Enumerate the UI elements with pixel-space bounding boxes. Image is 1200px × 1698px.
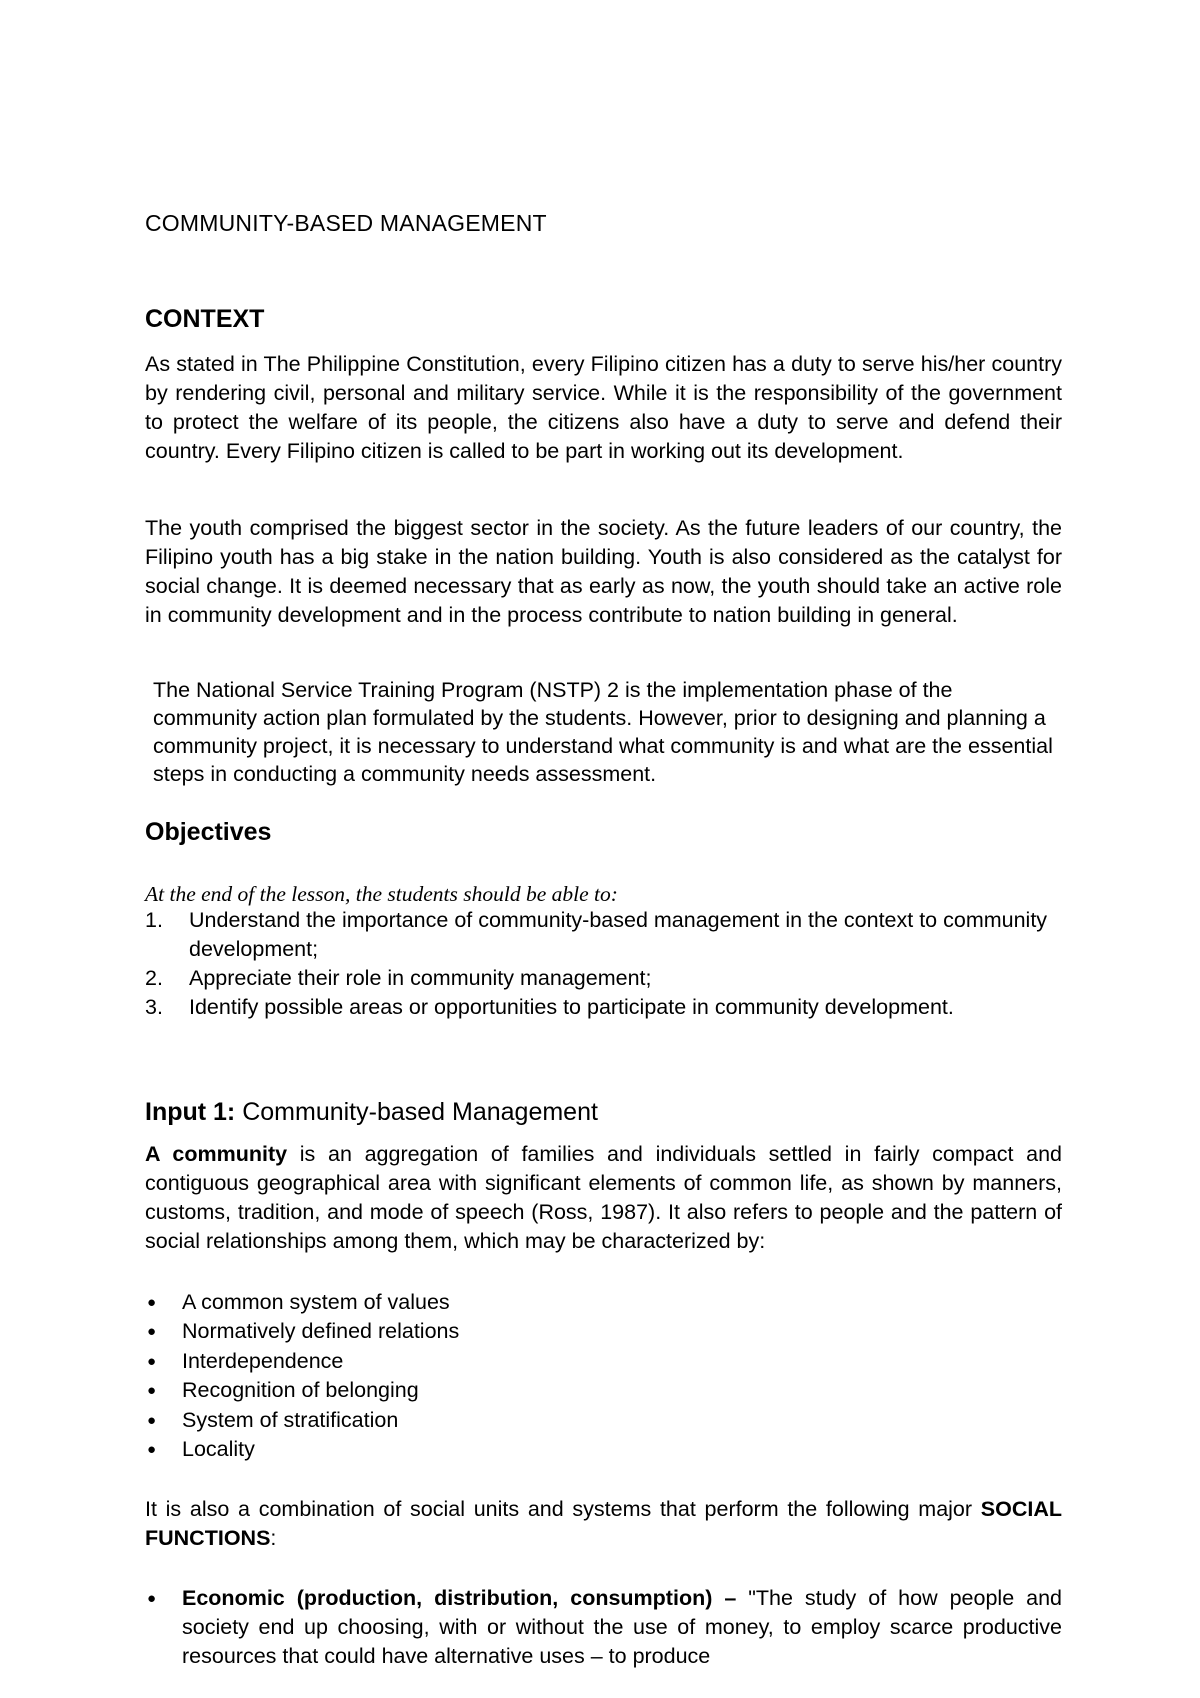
bullet-icon: ●: [147, 1294, 157, 1311]
list-item-text: A common system of values: [182, 1290, 450, 1314]
functions-colon: :: [270, 1526, 277, 1550]
bullet-icon: ●: [147, 1441, 157, 1459]
list-item-text: Interdependence: [182, 1348, 344, 1373]
functions-intro-text: It is also a combination of social units and systems that perform the following major: [145, 1497, 981, 1521]
community-term: A community: [145, 1142, 288, 1166]
list-item-text: Normatively defined relations: [182, 1319, 460, 1344]
bullet-icon: ●: [147, 1411, 157, 1429]
objective-text: Identify possible areas or opportunities to participate in community development.: [189, 995, 954, 1019]
bullet-icon: ●: [147, 1590, 157, 1607]
objectives-list: [145, 906, 1062, 1022]
objectives-intro: At the end of the lesson, the students should be able to:: [145, 882, 618, 906]
input-heading: [145, 1098, 598, 1127]
list-item-text: Locality: [182, 1437, 255, 1462]
objective-item: [145, 906, 1062, 964]
characteristics-list: [145, 1288, 459, 1464]
input-heading-label: Input 1:: [145, 1098, 236, 1126]
functions-term: SOCIAL FUNCTIONS: [145, 1497, 1062, 1550]
objective-item: [145, 993, 1062, 1022]
function-text: "The study of how people and society end up choosing, with or without the use of money, to employ scarce productive resources that could have alternative uses – to produce: [182, 1586, 1062, 1668]
list-item: [145, 1288, 459, 1317]
list-item: [145, 1406, 459, 1435]
list-item: [145, 1376, 459, 1405]
objective-item: [145, 964, 1062, 993]
list-item: [145, 1317, 459, 1346]
objective-text: Appreciate their role in community management;: [189, 966, 652, 990]
list-item-text: Recognition of belonging: [182, 1378, 419, 1403]
functions-list: [145, 1584, 1062, 1671]
list-item-text: System of stratification: [182, 1407, 399, 1432]
functions-intro: [145, 1495, 1062, 1553]
bullet-icon: ●: [147, 1382, 157, 1400]
list-item: [145, 1347, 459, 1376]
community-definition-text: is an aggregation of families and individuals settled in fairly compact and contiguous geographical area with significant elements of common life, as shown by manners, customs, tradition, and mode of speech (Ross, 1987). It also refers to people and the pattern of social relationships among them, which may be characterized by:: [145, 1142, 1062, 1253]
document-title: COMMUNITY-BASED MANAGEMENT: [145, 210, 547, 236]
bullet-icon: ●: [147, 1323, 157, 1341]
context-paragraph: The National Service Training Program (NSTP) 2 is the implementation phase of the community action plan formulated by the students. However, prior to designing and planning a community project, it is necessary to understand what community is and what are the essential steps in conducting a community needs assessment.: [153, 678, 1053, 786]
bullet-icon: ●: [147, 1352, 157, 1370]
objective-number: 1.: [145, 908, 163, 932]
objective-text: Understand the importance of community-based management in the context to community development;: [189, 908, 1048, 961]
context-paragraph: As stated in The Philippine Constitution, every Filipino citizen has a duty to serve his/her country by rendering civil, personal and military service. While it is the responsibility of the government to protect the welfare of its people, the citizens also have a duty to serve and defend their country. Every Filipino citizen is called to be part in working out its development.: [145, 352, 1062, 463]
context-paragraph: The youth comprised the biggest sector in the society. As the future leaders of our country, the Filipino youth has a big stake in the nation building. Youth is also considered as the catalyst for social change. It is deemed necessary that as early as now, the youth should take an active role in community development and in the process contribute to nation building in general.: [145, 516, 1062, 627]
function-term: Economic (production, distribution, consumption) –: [182, 1586, 737, 1610]
input-heading-title: Community-based Management: [235, 1098, 598, 1126]
context-heading: CONTEXT: [145, 305, 265, 333]
objective-number: 2.: [145, 966, 163, 990]
community-definition: [145, 1140, 1062, 1256]
list-item: [145, 1584, 1062, 1671]
objectives-heading: Objectives: [145, 818, 272, 846]
list-item: [145, 1435, 459, 1464]
objective-number: 3.: [145, 995, 163, 1019]
